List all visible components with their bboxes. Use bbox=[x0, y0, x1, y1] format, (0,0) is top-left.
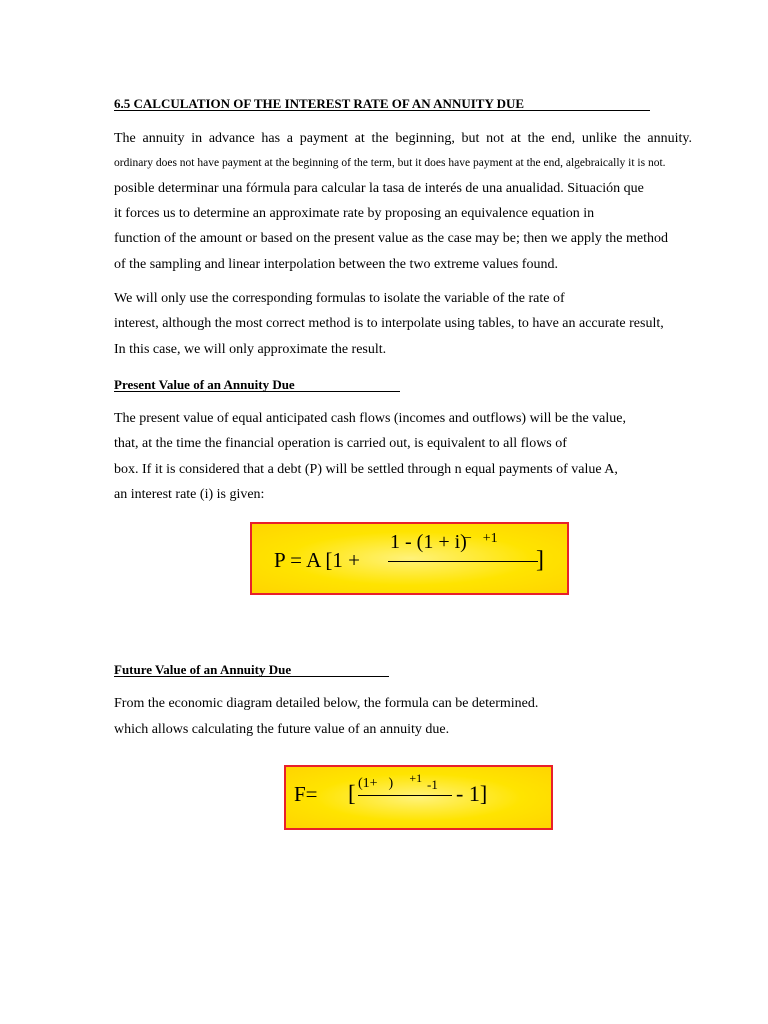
para1-line-5: function of the amount or based on the present value as the case may be; then we apply the method bbox=[114, 231, 668, 246]
future-value-heading-underline bbox=[114, 676, 389, 677]
formula-f-minus-one: -1 bbox=[427, 777, 438, 792]
formula-p-denominator:   bbox=[458, 566, 473, 587]
para1-line-4: it forces us to determine an approximate rate by proposing an equivalence equation in bbox=[114, 206, 595, 221]
formula-f-fraction-bar bbox=[358, 795, 452, 796]
para1-line-2: ordinary does not have payment at the beginning of the term, but it does have payment at the end, algebraically it is not. bbox=[114, 157, 666, 169]
future-value-formula-box bbox=[284, 765, 553, 830]
formula-p-close: ] bbox=[536, 547, 544, 573]
para1-line-6: of the sampling and linear interpolation between the two extreme values found. bbox=[114, 257, 558, 272]
future-value-heading: Future Value of an Annuity Due bbox=[114, 662, 292, 677]
para4-line-1: From the economic diagram detailed below, the formula can be determined. bbox=[114, 696, 539, 711]
para3-line-1: The present value of equal anticipated cash flows (incomes and outflows) will be the value, bbox=[114, 411, 626, 426]
formula-f-symbol:   bbox=[328, 782, 345, 806]
formula-f-tail: - 1] bbox=[456, 781, 488, 806]
formula-p-numerator: 1 - (1 + i) bbox=[390, 531, 467, 553]
present-value-formula-box bbox=[250, 522, 569, 595]
para3-line-4: an interest rate (i) is given: bbox=[114, 487, 265, 502]
formula-f-numerator: (1+ ) bbox=[358, 776, 394, 791]
para1-line-1: The annuity in advance has a payment at the beginning, but not at the end, unlike the annuity. bbox=[114, 131, 692, 146]
formula-p-lhs: P = A [1 + bbox=[274, 548, 360, 572]
para2-line-2: interest, although the most correct method is to interpolate using tables, to have an accurate result, bbox=[114, 316, 664, 331]
para2-line-1: We will only use the corresponding formulas to isolate the variable of the rate of bbox=[114, 291, 565, 306]
formula-f-exponent:  +1 bbox=[400, 771, 423, 785]
para3-line-3: box. If it is considered that a debt (P) will be settled through n equal payments of value A, bbox=[114, 462, 618, 477]
formula-f-open-bracket: [ bbox=[348, 781, 356, 806]
present-value-heading-underline bbox=[114, 391, 400, 392]
formula-p-exponent: − +1 bbox=[464, 531, 498, 546]
para3-line-2: that, at the time the financial operation is carried out, is equivalent to all flows of bbox=[114, 436, 567, 451]
para2-line-3: In this case, we will only approximate the result. bbox=[114, 342, 387, 357]
formula-f-denominator:   bbox=[402, 798, 413, 813]
para1-line-3: posible determinar una fórmula para calcular la tasa de interés de una anualidad. Situación que bbox=[114, 181, 644, 196]
para4-line-2: which allows calculating the future value of an annuity due. bbox=[114, 722, 450, 737]
formula-p-fraction-bar bbox=[388, 561, 538, 562]
section-heading: 6.5 CALCULATION OF THE INTEREST RATE OF AN ANNUITY DUE bbox=[114, 96, 525, 111]
present-value-heading: Present Value of an Annuity Due bbox=[114, 377, 295, 392]
section-heading-underline bbox=[114, 110, 650, 111]
formula-f-lhs: F= bbox=[294, 782, 318, 806]
